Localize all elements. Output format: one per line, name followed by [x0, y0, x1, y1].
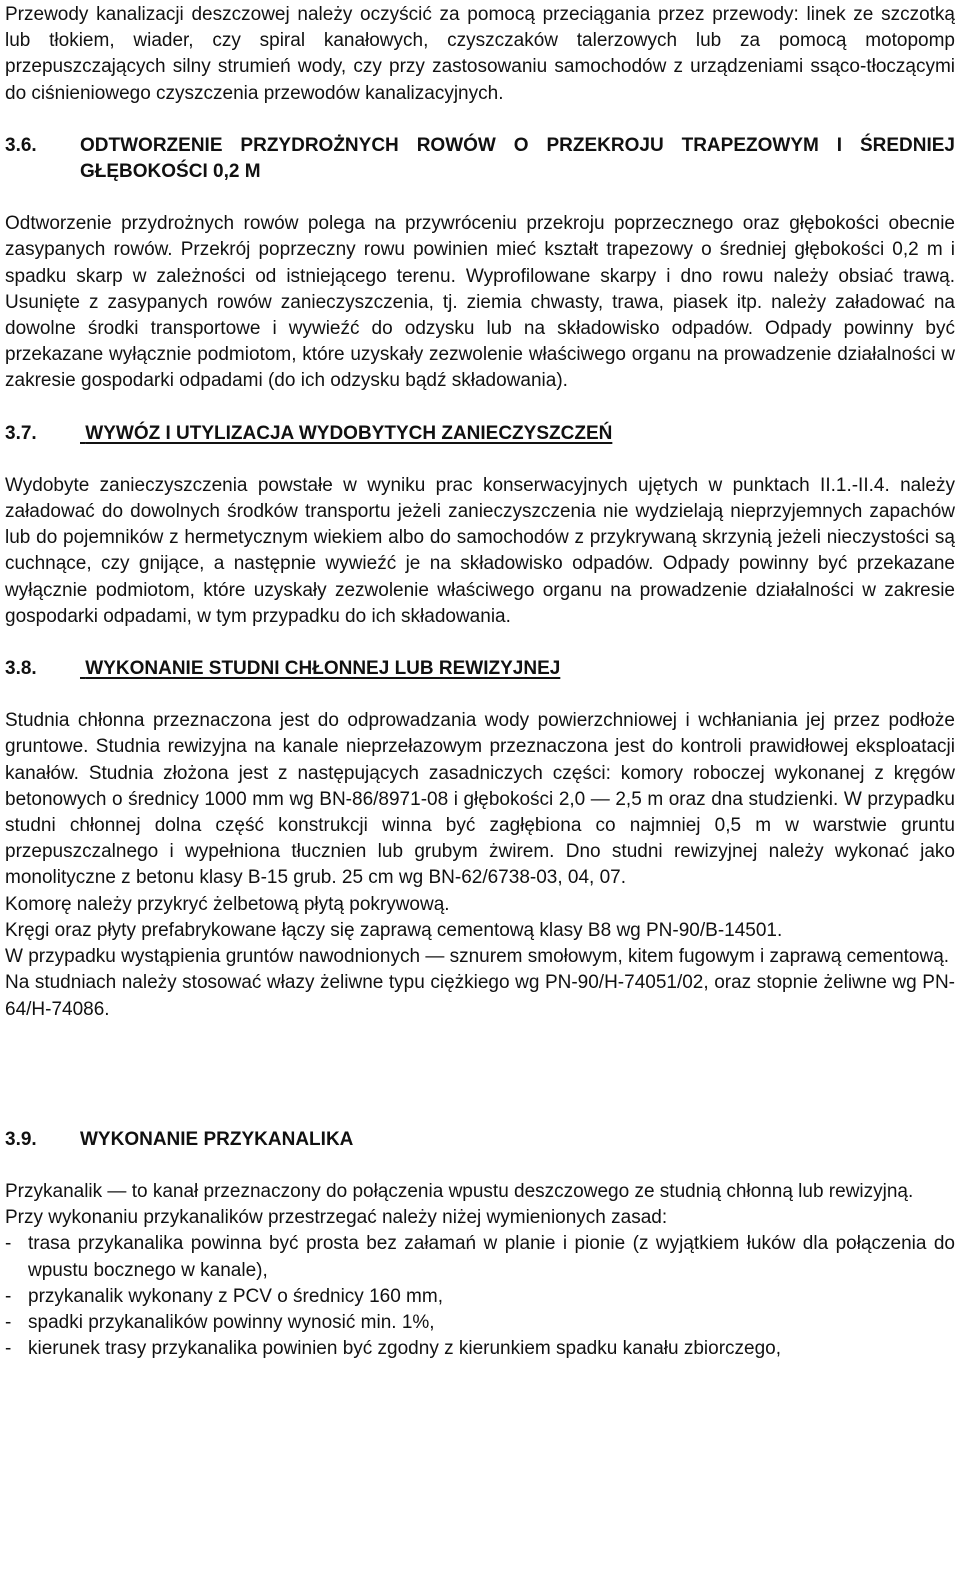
section-body-3-9: Przykanalik — to kanał przeznaczony do połączenia wpustu deszczowego ze studnią chłonną lub rewizyjną.	[5, 1180, 914, 1202]
intro-paragraph: Przewody kanalizacji deszczowej należy oczyścić za pomocą przeciągania przez przewody: linek ze szczotką lub tłokiem, wiader, czy spiral kanałowych, czyszczaków talerzowych lub za pomocą motopomp przepuszczających silny strumień wody, czy przy zastosowaniu samochodów z urządzeniami ssąco-tłoczącymi do ciśnieniowego czyszczenia przewodów kanalizacyjnych.	[5, 4, 955, 104]
document-page	[5, 2, 955, 1362]
list-item: - kierunek trasy przykanalika powinien być zgodny z kierunkiem spadku kanału zbiorczego,	[5, 1338, 781, 1360]
requirements-list	[5, 1231, 955, 1362]
section-line: Kręgi oraz płyty prefabrykowane łączy się zaprawą cementową klasy B8 wg PN-90/B-14501.	[5, 919, 783, 941]
section-line: Na studniach należy stosować włazy żeliwne typu ciężkiego wg PN-90/H-74051/02, oraz stopnie żeliwne wg PN-64/H-74086.	[5, 972, 955, 1020]
section-number: 3.7.	[5, 422, 37, 444]
section-heading-3-8	[5, 656, 955, 682]
section-body-3-7: Wydobyte zanieczyszczenia powstałe w wyniku prac konserwacyjnych ujętych w punktach II.1.-II.4. należy załadować do dowolnych środków transportu jeżeli zanieczyszczenia nie wydzielają nieprzyjemnych zapachów lub do pojemników z hermetycznym wiekiem albo do samochodów z przykrywaną skrzynią jeżeli nieczystości są cuchnące, czy gnijące, a następnie wywieźć je na składowisko odpadów. Odpady powinny być przekazane wyłącznie podmiotom, które uzyskały zezwolenie właściwego organu na prowadzenie działalności w zakresie gospodarki odpadami, w tym przypadku do ich składowania.	[5, 474, 955, 627]
section-heading-3-7	[5, 421, 955, 447]
section-body-3-6: Odtworzenie przydrożnych rowów polega na przywróceniu przekroju poprzecznego oraz głębokości obecnie zasypanych rowów. Przekrój poprzeczny rowu powinien mieć kształt trapezowy o średniej głębokości 0,2 m i spadku skarp w zależności od istniejącego terenu. Wyprofilowane skarpy i dno rowu należy obsiać trawą. Usunięte z zasypanych rowów zanieczyszczenia, tj. ziemia chwasty, trawa, piasek itp. należy załadować na dowolne środki transportowe i wywieźć do odzysku lub na składowisko odpadów. Odpady powinny być przekazane wyłącznie podmiotom, które uzyskały zezwolenie właściwego organu na prowadzenie działalności w zakresie gospodarki odpadami (do ich odzysku bądź składowania).	[5, 213, 955, 392]
section-title: ODTWORZENIE PRZYDROŻNYCH ROWÓW O PRZEKROJU TRAPEZOWYM I ŚREDNIEJ GŁĘBOKOŚCI 0,2 M	[80, 134, 955, 183]
section-number: 3.9.	[5, 1128, 37, 1150]
section-line: W przypadku wystąpienia gruntów nawodnionych — sznurem smołowym, kitem fugowym i zaprawą cementową.	[5, 946, 950, 968]
section-title: WYKONANIE STUDNI CHŁONNEJ LUB REWIZYJNEJ	[85, 658, 561, 680]
section-body-3-8: Studnia chłonna przeznaczona jest do odprowadzania wody powierzchniowej i wchłaniania jej przez podłoże gruntowe. Studnia rewizyjna na kanale nieprzełazowym przeznaczona jest do kontroli prawidłowej eksploatacji kanałów. Studnia złożona jest z następujących zasadniczych części: komory roboczej wykonanej z kręgów betonowych o średnicy 1000 mm wg BN-86/8971-08 i głębokości 2,0 — 2,5 m oraz dna studzienki. W przypadku studni chłonnej dolna część konstrukcji winna być zagłębiona co najmniej 0,5 m w warstwie gruntu przepuszczalnego i wypełniona tłucznien lub grubym żwirem. Dno studni rewizyjnej należy wykonać jako monolityczne z betonu klasy B-15 grub. 25 cm wg BN-62/6738-03, 04, 07.	[5, 710, 955, 889]
section-title: WYKONANIE PRZYKANALIKA	[80, 1128, 354, 1150]
list-item: - trasa przykanalika powinna być prosta bez załamań w planie i pionie (z wyjątkiem łuków dla połączenia do wpustu bocznego w kanale),	[5, 1233, 955, 1281]
section-title: WYWÓZ I UTYLIZACJA WYDOBYTYCH ZANIECZYSZCZEŃ	[85, 422, 613, 444]
section-number: 3.8.	[5, 658, 37, 680]
list-item: - przykanalik wykonany z PCV o średnicy 160 mm,	[5, 1285, 443, 1307]
list-intro: Przy wykonaniu przykanalików przestrzegać należy niżej wymienionych zasad:	[5, 1207, 668, 1229]
section-line: Komorę należy przykryć żelbetową płytą pokrywową.	[5, 893, 450, 915]
list-item: - spadki przykanalików powinny wynosić min. 1%,	[5, 1311, 435, 1333]
section-number: 3.6.	[5, 134, 37, 156]
section-heading-3-9	[5, 1127, 955, 1153]
section-heading-3-6	[5, 133, 955, 185]
